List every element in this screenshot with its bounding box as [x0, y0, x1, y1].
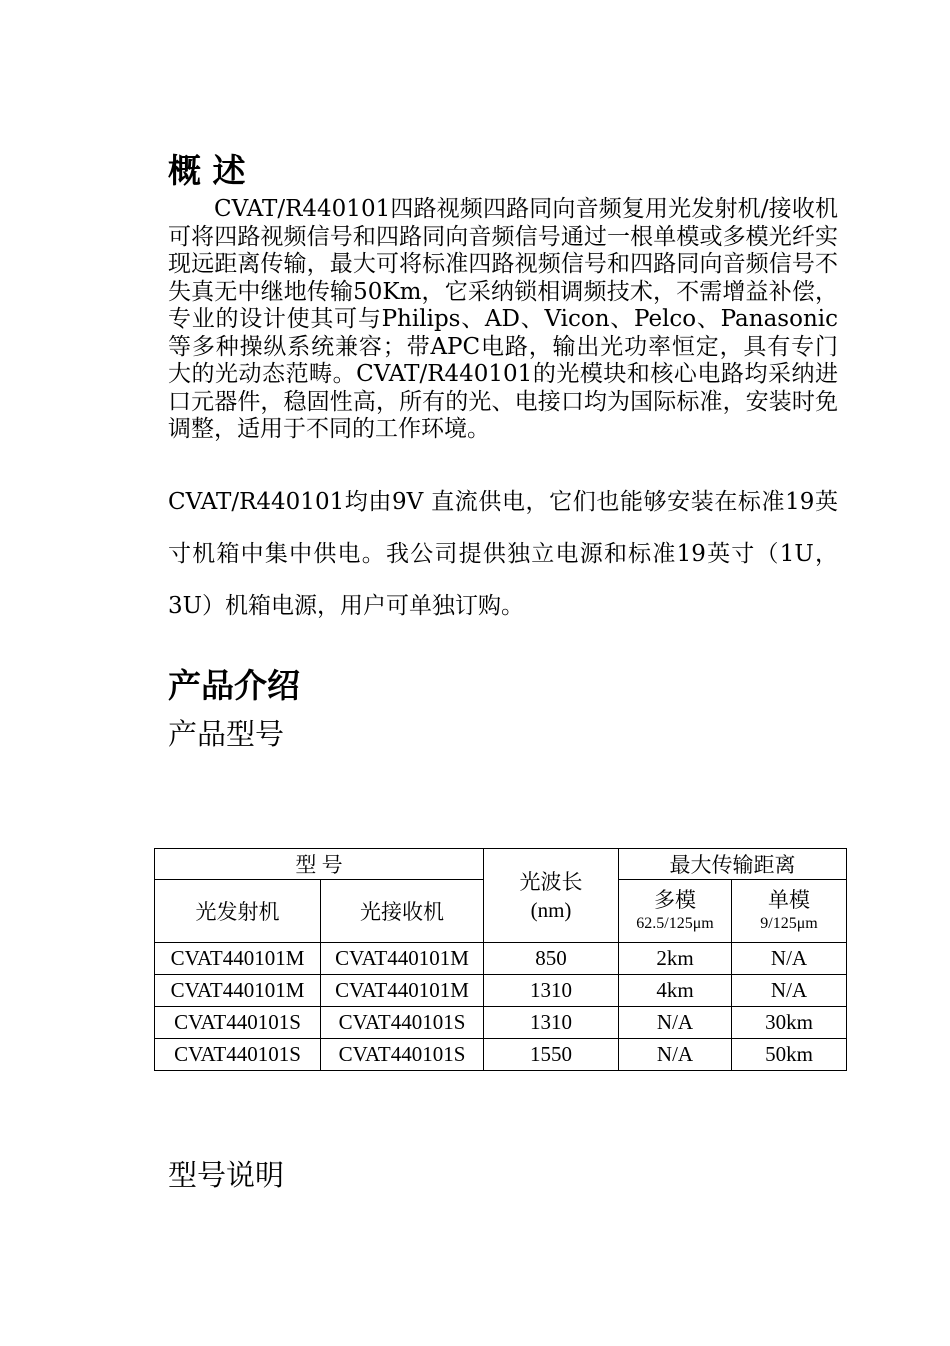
product-model-heading: 产品型号 [168, 717, 285, 751]
product-intro-heading: 产品介绍 [168, 666, 300, 705]
model-header-cell: 型 号 [155, 849, 484, 880]
wavelength-header-unit: (nm) [530, 897, 572, 922]
overview-heading: 概 述 [168, 151, 246, 190]
singlemode-distance-cell: 50km [732, 1039, 847, 1071]
wavelength-header-label: 光波长 [519, 869, 583, 894]
wavelength-cell: 1550 [484, 1039, 619, 1071]
power-supply-paragraph: CVAT/R440101均由9V 直流供电，它们也能够安装在标准19英寸机箱中集中供电。我公司提供独立电源和标准19英寸（1U，3U）机箱电源，用户可单独订购。 [168, 489, 838, 619]
model-description-heading: 型号说明 [168, 1158, 285, 1192]
table-row [155, 943, 847, 975]
multimode-distance-cell: N/A [619, 1039, 732, 1071]
product-model-table [154, 848, 847, 1071]
transmitter-cell: CVAT440101M [155, 943, 321, 975]
transmitter-cell: CVAT440101M [155, 975, 321, 1007]
singlemode-label: 单模 [768, 888, 810, 912]
multimode-distance-cell: N/A [619, 1007, 732, 1039]
receiver-cell: CVAT440101S [321, 1039, 484, 1071]
wavelength-cell: 1310 [484, 1007, 619, 1039]
table-row [155, 1007, 847, 1039]
transmitter-header-cell: 光发射机 [155, 880, 321, 943]
receiver-header-cell: 光接收机 [321, 880, 484, 943]
wavelength-cell: 1310 [484, 975, 619, 1007]
singlemode-fiber-spec: 9/125μm [760, 915, 818, 932]
transmitter-cell: CVAT440101S [155, 1007, 321, 1039]
multimode-distance-cell: 4km [619, 975, 732, 1007]
table-header-row [155, 849, 847, 880]
singlemode-distance-cell: 30km [732, 1007, 847, 1039]
overview-intro-paragraph: CVAT/R440101四路视频四路同向音频复用光发射机/接收机可将四路视频信号和四路同向音频信号通过一根单模或多模光纤实现远距离传输，最大可将标准四路视频信号和四路同向音频信号不失真无中继地传输50Km，它采纳锁相调频技术，不需增益补偿，专业的设计使其可与Philips、AD、Vicon、Pelco、Panasonic等多种操纵系统兼容；带APC电路，输出光功率恒定，具有专门大的光动态范畴。CVAT/R440101的光模块和核心电路均采纳进口元器件，稳固性高，所有的光、电接口均为国际标准，安装时免调整，适用于不同的工作环境。 [168, 196, 838, 442]
singlemode-distance-cell: N/A [732, 975, 847, 1007]
multimode-distance-cell: 2km [619, 943, 732, 975]
max-distance-header-cell: 最大传输距离 [619, 849, 847, 880]
wavelength-cell: 850 [484, 943, 619, 975]
multimode-fiber-spec: 62.5/125μm [636, 915, 714, 932]
multimode-label: 多模 [654, 888, 696, 912]
wavelength-header-cell [484, 849, 619, 943]
receiver-cell: CVAT440101S [321, 1007, 484, 1039]
multimode-header-cell [619, 880, 732, 943]
transmitter-cell: CVAT440101S [155, 1039, 321, 1071]
receiver-cell: CVAT440101M [321, 943, 484, 975]
singlemode-distance-cell: N/A [732, 943, 847, 975]
table-row [155, 1039, 847, 1071]
receiver-cell: CVAT440101M [321, 975, 484, 1007]
singlemode-header-cell [732, 880, 847, 943]
table-row [155, 975, 847, 1007]
